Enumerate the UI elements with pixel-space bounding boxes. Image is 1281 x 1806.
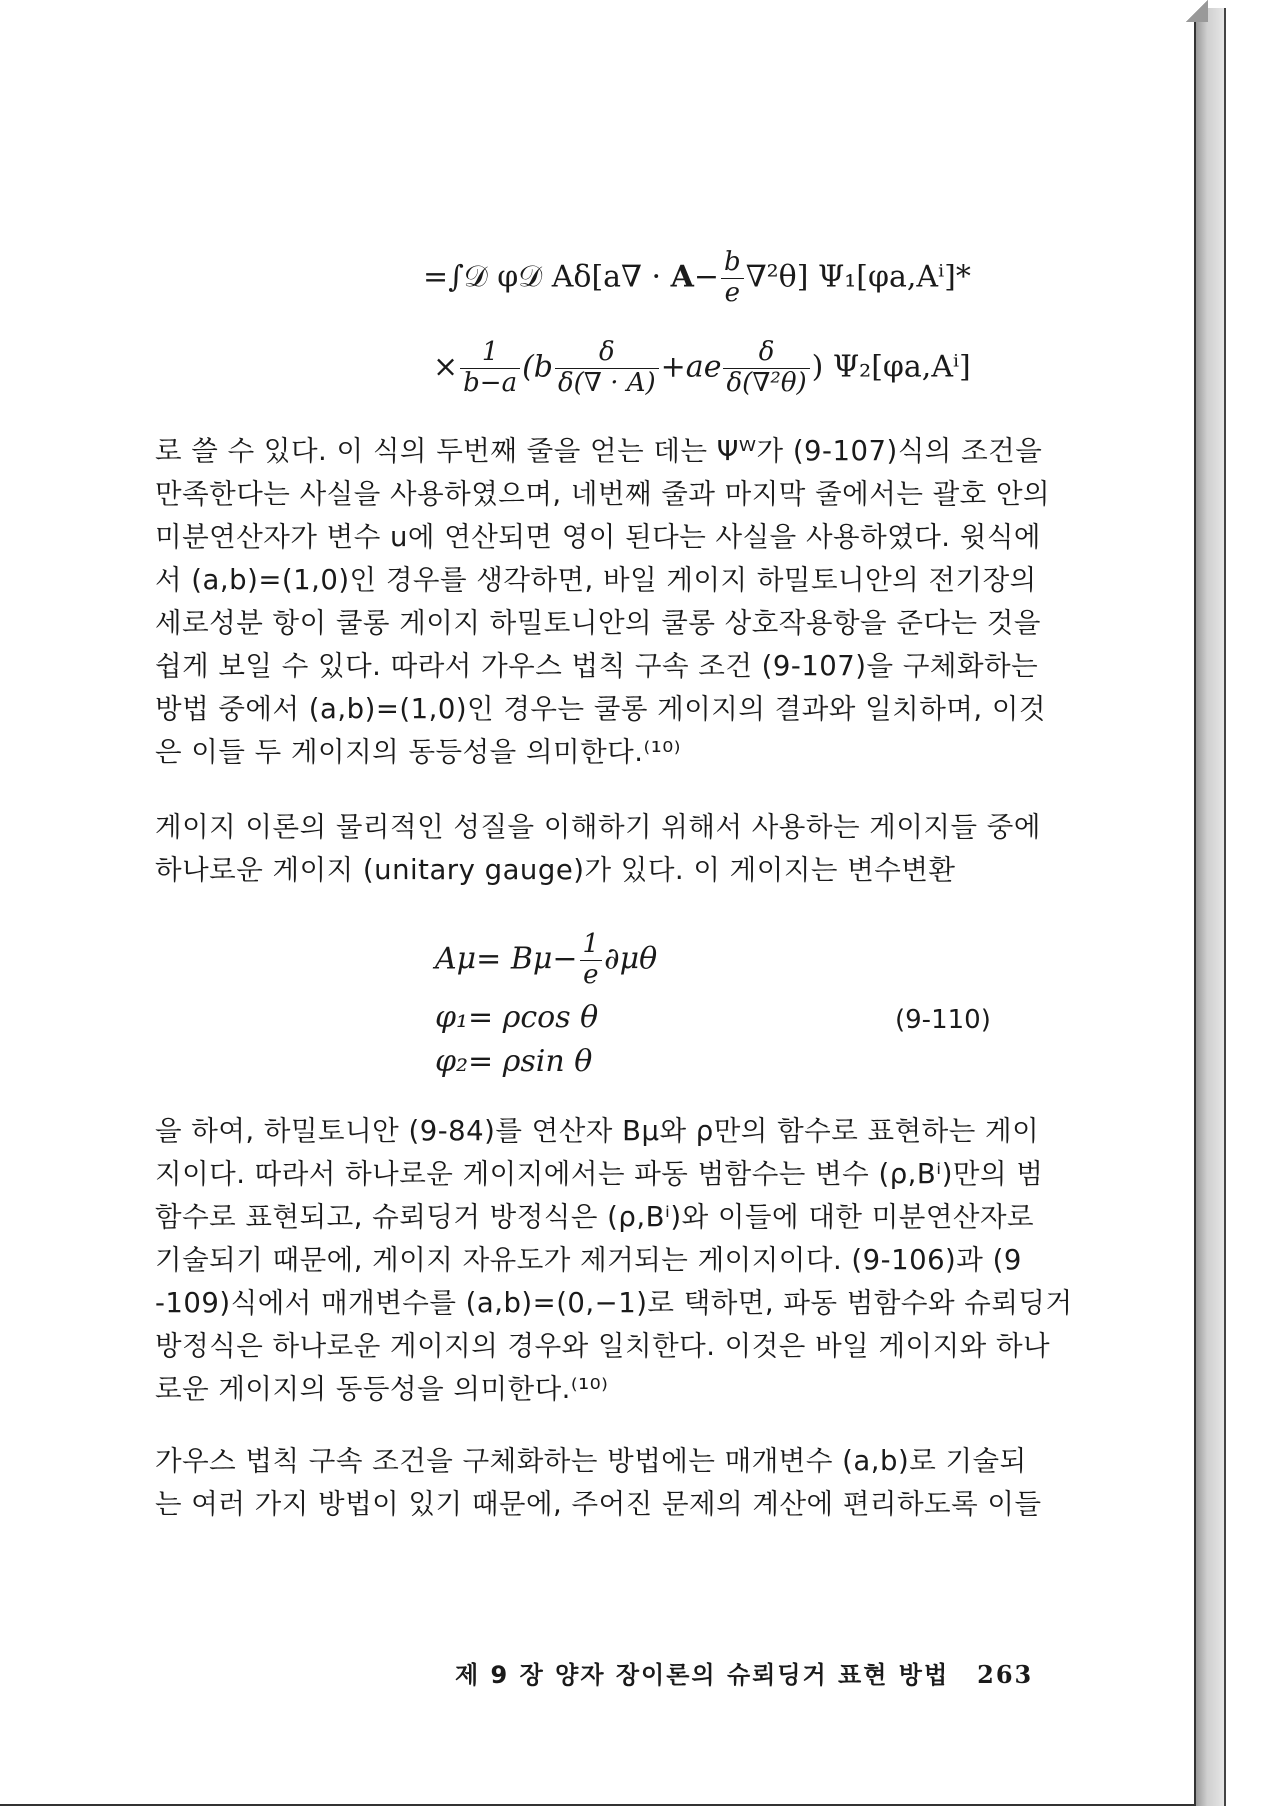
- paragraph-4: [155, 1440, 1042, 1526]
- eq2-fraction-1: [460, 338, 520, 399]
- text-line: 가우스 법칙 구속 조건을 구체화하는 방법에는 매개변수 (a,b)로 기술되: [155, 1445, 1027, 1477]
- eq1-frac-den: e: [724, 277, 741, 308]
- eq2-prefix: ×: [433, 349, 459, 385]
- text-line: 로 쓸 수 있다. 이 식의 두번째 줄을 얻는 데는 Ψᵂ가 (9-107)식의 조건을: [155, 435, 1043, 467]
- equation-9-110-line-1: [435, 930, 657, 991]
- text-line: -109)식에서 매개변수를 (a,b)=(0,−1)로 택하면, 파동 범함수와 슈뢰딩거: [155, 1287, 1073, 1319]
- eq2-suffix: ) Ψ₂[φa,Aⁱ]: [811, 349, 971, 385]
- text-line: 기술되기 때문에, 게이지 자유도가 제거되는 게이지이다. (9-106)과 (9: [155, 1244, 1022, 1276]
- eq1-prefix: =∫𝒟 φ𝒟 Aδ[a∇ ·: [423, 259, 671, 295]
- equation-line-1: [423, 248, 971, 309]
- book-spine-edge: [1196, 8, 1226, 1806]
- eq2-frac3-num: δ: [723, 338, 809, 369]
- text-line: 을 하여, 하밀토니안 (9-84)를 연산자 Bμ와 ρ만의 함수로 표현하는 게이: [155, 1115, 1040, 1147]
- paragraph-3: [155, 1110, 1073, 1411]
- eq2-fraction-2: [555, 338, 659, 399]
- text-line: 쉽게 보일 수 있다. 따라서 가우스 법칙 구속 조건 (9-107)을 구체화하는: [155, 650, 1039, 682]
- equation-line-2: [433, 338, 971, 399]
- text-line: 서 (a,b)=(1,0)인 경우를 생각하면, 바일 게이지 하밀토니안의 전기장의: [155, 564, 1037, 596]
- eq110-l3: φ₂= ρsin θ: [435, 1044, 593, 1079]
- eq1-suffix: ∇²θ] Ψ₁[φa,Aⁱ]*: [745, 259, 971, 295]
- eq1-vector-a: A: [670, 259, 694, 295]
- eq1-frac-num: b: [721, 248, 744, 279]
- eq110-frac-den: e: [583, 959, 599, 990]
- text-line: 미분연산자가 변수 u에 연산되면 영이 된다는 사실을 사용하였다. 윗식에: [155, 521, 1041, 553]
- text-line: 방정식은 하나로운 게이지의 경우와 일치한다. 이것은 바일 게이지와 하나: [155, 1330, 1051, 1362]
- eq1-minus: −: [693, 259, 720, 295]
- eq2-frac1-den: b−a: [463, 367, 518, 398]
- eq110-l1-prefix: Aμ= Bμ−: [435, 941, 578, 977]
- eq2-frac3-den: δ(∇²θ): [726, 367, 807, 398]
- paragraph-2: [155, 806, 1041, 892]
- equation-9-110-line-2: [435, 1000, 598, 1035]
- paragraph-1: [155, 430, 1051, 774]
- text-line: 게이지 이론의 물리적인 성질을 이해하기 위해서 사용하는 게이지들 중에: [155, 811, 1041, 843]
- text-line: 함수로 표현되고, 슈뢰딩거 방정식은 (ρ,Bⁱ)와 이들에 대한 미분연산자로: [155, 1201, 1035, 1233]
- eq2-frac2-den: δ(∇ · A): [558, 367, 656, 398]
- page-corner: [1186, 0, 1208, 22]
- eq2-open: (b: [522, 349, 553, 385]
- eq2-plus: +ae: [660, 349, 722, 385]
- page-footer: [455, 1655, 1033, 1690]
- text-line: 지이다. 따라서 하나로운 게이지에서는 파동 범함수는 변수 (ρ,Bⁱ)만의 범: [155, 1158, 1044, 1190]
- eq2-fraction-3: [723, 338, 809, 399]
- eq2-frac2-num: δ: [555, 338, 659, 369]
- text-line: 하나로운 게이지 (unitary gauge)가 있다. 이 게이지는 변수변환: [155, 854, 956, 886]
- equation-9-110-line-3: [435, 1044, 592, 1079]
- eq110-l2: φ₁= ρcos θ: [435, 1000, 599, 1035]
- eq110-fraction: [580, 930, 603, 991]
- page-number: 263: [977, 1660, 1034, 1689]
- eq2-frac1-num: 1: [460, 338, 520, 369]
- equation-number: (9-110): [895, 1005, 991, 1035]
- chapter-title: 제 9 장 양자 장이론의 슈뢰딩거 표현 방법: [455, 1661, 950, 1689]
- text-line: 세로성분 항이 쿨롱 게이지 하밀토니안의 쿨롱 상호작용항을 준다는 것을: [155, 607, 1041, 639]
- text-line: 만족한다는 사실을 사용하였으며, 네번째 줄과 마지막 줄에서는 괄호 안의: [155, 478, 1051, 510]
- text-line: 은 이들 두 게이지의 동등성을 의미한다.⁽¹⁰⁾: [155, 736, 682, 768]
- text-line: 로운 게이지의 동등성을 의미한다.⁽¹⁰⁾: [155, 1373, 609, 1405]
- eq110-frac-num: 1: [580, 930, 603, 961]
- eq1-fraction: [721, 248, 744, 309]
- text-line: 는 여러 가지 방법이 있기 때문에, 주어진 문제의 계산에 편리하도록 이들: [155, 1488, 1042, 1520]
- text-line: 방법 중에서 (a,b)=(1,0)인 경우는 쿨롱 게이지의 결과와 일치하며, 이것: [155, 693, 1046, 725]
- eq110-l1-suffix: ∂μθ: [604, 941, 658, 977]
